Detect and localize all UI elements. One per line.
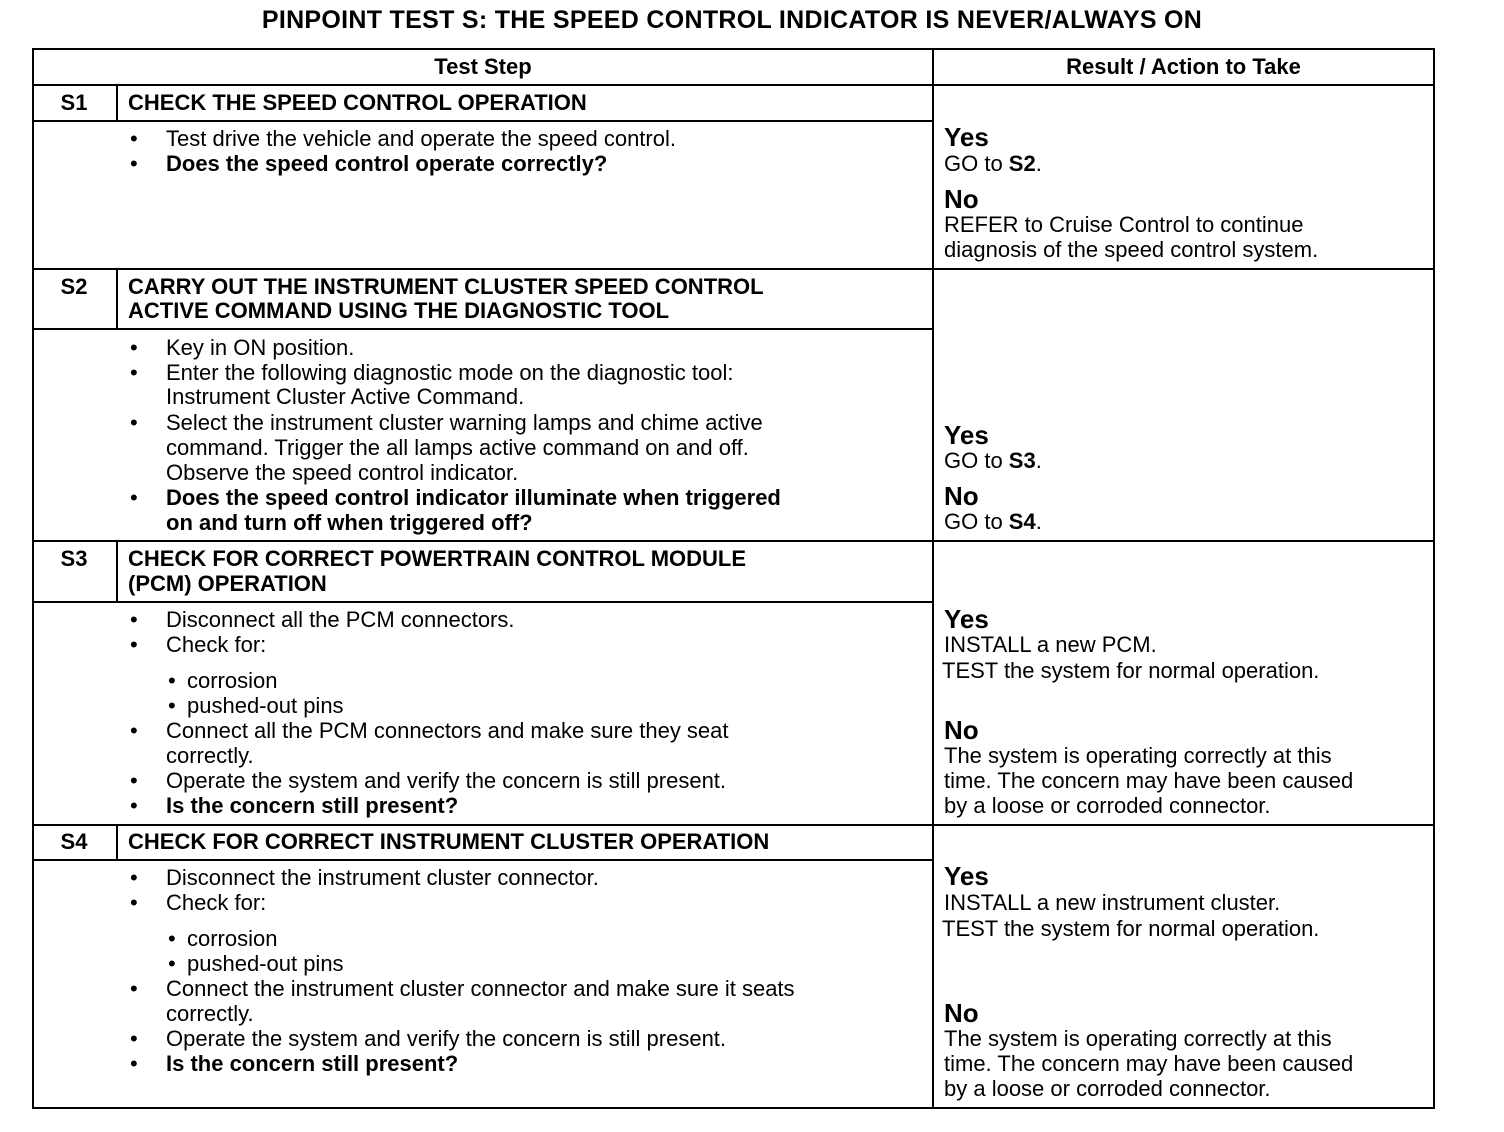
no-action: diagnosis of the speed control system.	[944, 237, 1319, 262]
bullet: •	[130, 976, 138, 1001]
instruction: Observe the speed control indicator.	[166, 460, 519, 485]
instruction: Disconnect the instrument cluster connector.	[166, 865, 599, 890]
instruction: Check for:	[166, 632, 267, 657]
yes-label: Yes	[944, 604, 989, 634]
bullet: •	[130, 126, 138, 151]
bullet: •	[130, 485, 138, 510]
sub-item: pushed-out pins	[187, 951, 344, 976]
sub-item: corrosion	[187, 668, 278, 693]
instruction: Select the instrument cluster warning lamps and chime active	[166, 410, 763, 435]
step-heading: CARRY OUT THE INSTRUMENT CLUSTER SPEED CONTROL	[128, 274, 764, 299]
no-action: The system is operating correctly at this	[944, 743, 1332, 768]
bullet: •	[130, 793, 138, 818]
question: on and turn off when triggered off?	[166, 510, 533, 535]
instruction: Check for:	[166, 890, 267, 915]
yes-action: GO to S2.	[944, 151, 1042, 176]
instruction: Instrument Cluster Active Command.	[166, 384, 525, 409]
bullet: •	[130, 607, 138, 632]
instruction: Key in ON position.	[166, 335, 355, 360]
step-divider	[32, 824, 1435, 826]
no-action: time. The concern may have been caused	[944, 768, 1354, 793]
step-id: S4	[60, 829, 88, 854]
header-divider	[32, 84, 1435, 86]
no-action: by a loose or corroded connector.	[944, 1076, 1271, 1101]
yes-action: TEST the system for normal operation.	[942, 916, 1320, 941]
bullet: •	[130, 768, 138, 793]
step-id: S2	[60, 274, 88, 299]
sub-item: pushed-out pins	[187, 693, 344, 718]
bullet: •	[130, 151, 138, 176]
sub-bullet: •	[168, 926, 176, 951]
yes-label: Yes	[944, 420, 989, 450]
instruction: correctly.	[166, 1001, 254, 1026]
question: Does the speed control operate correctly?	[166, 151, 608, 176]
bullet: •	[130, 1051, 138, 1076]
column-divider	[932, 48, 934, 1109]
sub-bullet: •	[168, 951, 176, 976]
step-heading: ACTIVE COMMAND USING THE DIAGNOSTIC TOOL	[128, 298, 670, 323]
sub-bullet: •	[168, 668, 176, 693]
id-divider	[116, 84, 118, 120]
step-heading: (PCM) OPERATION	[128, 571, 327, 596]
step-heading: CHECK FOR CORRECT POWERTRAIN CONTROL MODULE	[128, 546, 747, 571]
no-label: No	[944, 481, 979, 511]
yes-action: INSTALL a new PCM.	[944, 632, 1157, 657]
no-action: GO to S4.	[944, 509, 1042, 534]
bullet: •	[130, 865, 138, 890]
heading-divider	[32, 601, 932, 603]
step-id: S3	[60, 546, 88, 571]
no-action: time. The concern may have been caused	[944, 1051, 1354, 1076]
bullet: •	[130, 718, 138, 743]
sub-bullet: •	[168, 693, 176, 718]
instruction: Operate the system and verify the concern is still present.	[166, 768, 727, 793]
bullet: •	[130, 410, 138, 435]
id-divider	[116, 824, 118, 859]
question: Is the concern still present?	[166, 793, 459, 818]
bullet: •	[130, 335, 138, 360]
heading-divider	[32, 120, 932, 122]
heading-divider	[32, 859, 932, 861]
instruction: correctly.	[166, 743, 254, 768]
instruction: Disconnect all the PCM connectors.	[166, 607, 515, 632]
bullet: •	[130, 1026, 138, 1051]
step-id: S1	[60, 90, 88, 115]
step-divider	[32, 540, 1435, 542]
no-label: No	[944, 998, 979, 1028]
instruction: Connect the instrument cluster connector and make sure it seats	[166, 976, 795, 1001]
header-test-step: Test Step	[434, 54, 532, 79]
no-action: REFER to Cruise Control to continue	[944, 212, 1304, 237]
yes-label: Yes	[944, 861, 989, 891]
bullet: •	[130, 360, 138, 385]
page-title: PINPOINT TEST S: THE SPEED CONTROL INDICATOR IS NEVER/ALWAYS ON	[261, 6, 1203, 34]
yes-action: GO to S3.	[944, 448, 1042, 473]
heading-divider	[32, 328, 932, 330]
instruction: Connect all the PCM connectors and make sure they seat	[166, 718, 729, 743]
question: Is the concern still present?	[166, 1051, 459, 1076]
instruction: command. Trigger the all lamps active command on and off.	[166, 435, 749, 460]
no-label: No	[944, 184, 979, 214]
yes-action: INSTALL a new instrument cluster.	[944, 890, 1281, 915]
instruction: Enter the following diagnostic mode on the diagnostic tool:	[166, 360, 734, 385]
instruction: Operate the system and verify the concern is still present.	[166, 1026, 727, 1051]
no-action: The system is operating correctly at this	[944, 1026, 1332, 1051]
bullet: •	[130, 890, 138, 915]
step-divider	[32, 268, 1435, 270]
yes-label: Yes	[944, 122, 989, 152]
id-divider	[116, 268, 118, 328]
step-heading: CHECK FOR CORRECT INSTRUMENT CLUSTER OPERATION	[128, 829, 770, 854]
step-heading: CHECK THE SPEED CONTROL OPERATION	[128, 90, 587, 115]
header-result: Result / Action to Take	[1066, 54, 1301, 79]
no-label: No	[944, 715, 979, 745]
question: Does the speed control indicator illuminate when triggered	[166, 485, 781, 510]
yes-action: TEST the system for normal operation.	[942, 658, 1320, 683]
sub-item: corrosion	[187, 926, 278, 951]
id-divider	[116, 540, 118, 601]
no-action: by a loose or corroded connector.	[944, 793, 1271, 818]
instruction: Test drive the vehicle and operate the speed control.	[166, 126, 676, 151]
bullet: •	[130, 632, 138, 657]
